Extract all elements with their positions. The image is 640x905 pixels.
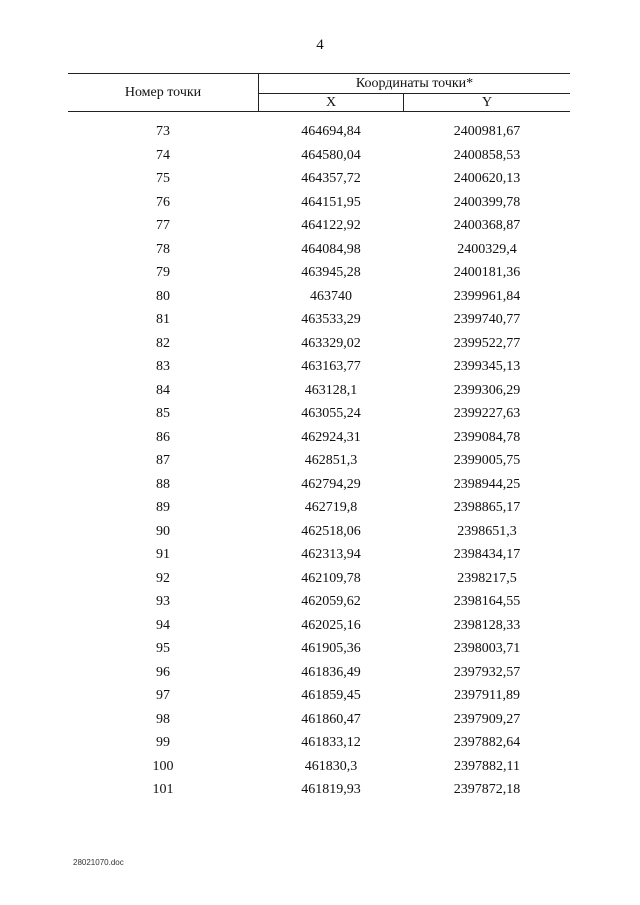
y-coordinate-cell: 2397911,89 — [454, 688, 520, 703]
x-coordinate-cell: 462924,31 — [301, 429, 361, 445]
point-number-cell: 74 — [156, 147, 170, 163]
table-row — [68, 265, 570, 289]
y-coordinate-cell: 2400858,53 — [453, 147, 521, 163]
header-x: X — [325, 95, 337, 110]
table-row — [68, 665, 570, 689]
table-row — [68, 735, 570, 759]
point-number-cell: 82 — [156, 335, 170, 351]
y-coordinate-cell: 2399345,13 — [453, 359, 521, 374]
header-point-number: Номер точки — [124, 84, 202, 100]
x-coordinate-cell: 464084,98 — [301, 241, 361, 257]
y-coordinate-cell: 2400368,87 — [453, 218, 521, 233]
x-coordinate-cell: 462313,94 — [301, 547, 361, 562]
x-coordinate-cell: 463329,02 — [301, 335, 361, 351]
y-coordinate-cell: 2399740,77 — [453, 312, 521, 327]
point-number-cell: 83 — [156, 359, 170, 374]
y-coordinate-cell: 2399522,77 — [453, 335, 521, 351]
table-row — [68, 195, 570, 219]
table-row — [68, 500, 570, 524]
x-coordinate-cell: 463128,1 — [304, 382, 358, 398]
y-coordinate-cell: 2398003,71 — [453, 641, 521, 656]
x-coordinate-cell: 464122,92 — [301, 218, 361, 233]
x-coordinate-cell: 463740 — [310, 288, 352, 304]
point-number-cell: 89 — [156, 500, 170, 515]
table-row — [68, 688, 570, 712]
table-row — [68, 171, 570, 195]
x-coordinate-cell: 462109,78 — [301, 570, 361, 586]
y-coordinate-cell: 2397882,64 — [453, 735, 521, 750]
point-number-cell: 98 — [156, 711, 170, 727]
y-coordinate-cell: 2400399,78 — [453, 194, 521, 210]
point-number-cell: 84 — [156, 382, 170, 398]
point-number-cell: 73 — [156, 124, 170, 139]
table-row — [68, 218, 570, 242]
point-number-cell: 97 — [156, 688, 170, 703]
point-number-cell: 76 — [156, 194, 170, 210]
point-number-cell: 91 — [156, 547, 170, 562]
header-coordinates: Координаты точки* — [355, 76, 474, 91]
y-coordinate-cell: 2399306,29 — [453, 382, 521, 398]
y-coordinate-cell: 2399005,75 — [453, 453, 521, 468]
y-coordinate-cell: 2399227,63 — [453, 406, 521, 421]
y-coordinate-cell: 2398944,25 — [453, 476, 521, 492]
y-coordinate-cell: 2400981,67 — [453, 124, 521, 139]
table-row — [68, 453, 570, 477]
footer-filename: 28021070.doc — [73, 858, 124, 867]
x-coordinate-cell: 461836,49 — [301, 664, 361, 680]
x-coordinate-cell: 463055,24 — [301, 406, 361, 421]
x-coordinate-cell: 462794,29 — [301, 476, 361, 492]
y-coordinate-cell: 2398128,33 — [453, 617, 521, 633]
x-coordinate-cell: 464151,95 — [301, 194, 361, 210]
point-number-cell: 79 — [156, 265, 170, 280]
x-coordinate-cell: 462518,06 — [301, 523, 361, 539]
table-row — [68, 383, 570, 407]
point-number-cell: 85 — [156, 406, 170, 421]
point-number-cell: 95 — [156, 641, 170, 656]
y-coordinate-cell: 2399961,84 — [453, 288, 521, 304]
table-row — [68, 524, 570, 548]
table-row — [68, 594, 570, 618]
x-coordinate-cell: 461819,93 — [301, 782, 361, 797]
table-row — [68, 242, 570, 266]
table-row — [68, 289, 570, 313]
point-number-cell: 96 — [156, 664, 170, 680]
table-row — [68, 618, 570, 642]
point-number-cell: 100 — [152, 758, 174, 774]
x-coordinate-cell: 463163,77 — [301, 359, 361, 374]
y-coordinate-cell: 2398651,3 — [457, 523, 517, 539]
point-number-cell: 93 — [156, 594, 170, 609]
table-row — [68, 336, 570, 360]
y-coordinate-cell: 2398865,17 — [453, 500, 521, 515]
y-coordinate-cell: 2399084,78 — [453, 429, 521, 445]
table-row — [68, 148, 570, 172]
table-row — [68, 641, 570, 665]
y-coordinate-cell: 2400620,13 — [453, 171, 521, 186]
table-row — [68, 571, 570, 595]
table-row — [68, 547, 570, 571]
point-number-cell: 94 — [156, 617, 170, 633]
table-row — [68, 712, 570, 736]
x-coordinate-cell: 461860,47 — [301, 711, 361, 727]
x-coordinate-cell: 461905,36 — [301, 641, 361, 656]
x-coordinate-cell: 461830,3 — [304, 758, 358, 774]
x-coordinate-cell: 462851,3 — [304, 453, 358, 468]
point-number-cell: 78 — [156, 241, 170, 257]
x-coordinate-cell: 462025,16 — [301, 617, 361, 633]
y-coordinate-cell: 2397909,27 — [453, 711, 521, 727]
y-coordinate-cell: 2400181,36 — [453, 265, 521, 280]
header-y: Y — [481, 95, 493, 110]
table-row — [68, 124, 570, 148]
point-number-cell: 80 — [156, 288, 170, 304]
point-number-cell: 101 — [152, 782, 174, 797]
x-coordinate-cell: 464580,04 — [301, 147, 361, 163]
point-number-cell: 86 — [156, 429, 170, 445]
point-number-cell: 88 — [156, 476, 170, 492]
page-number: 4 — [316, 37, 324, 53]
point-number-cell: 77 — [156, 218, 170, 233]
table-row — [68, 477, 570, 501]
point-number-cell: 87 — [156, 453, 170, 468]
x-coordinate-cell: 464357,72 — [301, 171, 361, 186]
table-row — [68, 782, 570, 806]
table-row — [68, 406, 570, 430]
x-coordinate-cell: 463945,28 — [301, 265, 361, 280]
x-coordinate-cell: 461833,12 — [301, 735, 361, 750]
table-body — [68, 124, 570, 806]
x-coordinate-cell: 462059,62 — [301, 594, 361, 609]
table-row — [68, 759, 570, 783]
point-number-cell: 99 — [156, 735, 170, 750]
x-coordinate-cell: 464694,84 — [301, 124, 361, 139]
point-number-cell: 81 — [156, 312, 170, 327]
x-coordinate-cell: 461859,45 — [301, 688, 361, 703]
table-row — [68, 312, 570, 336]
y-coordinate-cell: 2398217,5 — [457, 570, 517, 586]
table-header — [68, 73, 570, 112]
x-coordinate-cell: 462719,8 — [304, 500, 358, 515]
point-number-cell: 90 — [156, 523, 170, 539]
y-coordinate-cell: 2397932,57 — [453, 664, 521, 680]
table-row — [68, 359, 570, 383]
y-coordinate-cell: 2397882,11 — [454, 758, 520, 774]
x-coordinate-cell: 463533,29 — [301, 312, 361, 327]
point-number-cell: 92 — [156, 570, 170, 586]
y-coordinate-cell: 2397872,18 — [453, 782, 521, 797]
y-coordinate-cell: 2398434,17 — [453, 547, 521, 562]
y-coordinate-cell: 2400329,4 — [457, 241, 517, 257]
point-number-cell: 75 — [156, 171, 170, 186]
table-row — [68, 430, 570, 454]
y-coordinate-cell: 2398164,55 — [453, 594, 521, 609]
